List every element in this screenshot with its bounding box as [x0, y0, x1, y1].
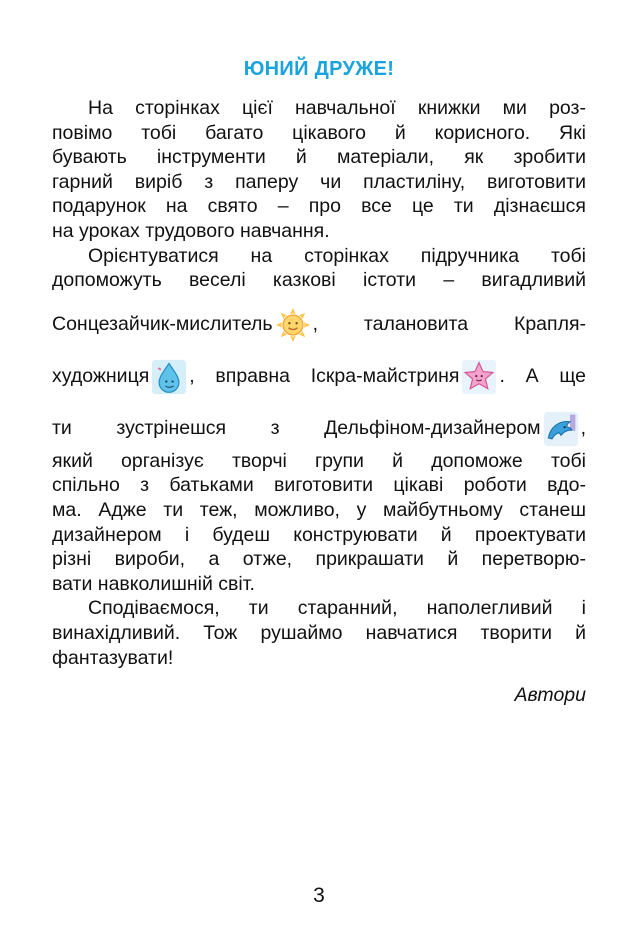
text-line-with-icon [52, 303, 586, 345]
dolphin-character-icon [543, 411, 579, 447]
text-fragment: , талановита Крапля- [312, 312, 586, 335]
text-line: Орієнтуватися на сторінках підручника тобі [88, 244, 586, 267]
text-line: бувають інструменти й матеріали, як зробити [52, 146, 586, 169]
text-line: винахідливий. Тож рушаймо навчатися творити й [52, 621, 586, 644]
text-line: повімо тобі багато цікавого й корисного. Які [52, 121, 586, 144]
water-drop-character-icon [151, 359, 187, 395]
text-line: фантазувати! [52, 646, 174, 669]
text-line: вати навколишній світ. [52, 572, 255, 595]
text-fragment: . А ще [499, 364, 586, 387]
text-line-with-icon [52, 407, 586, 449]
text-line: який організує творчі групи й допоможе тобі [52, 449, 586, 472]
text-line: різні вироби, а отже, прикрашати й перетворю- [52, 548, 586, 571]
text-line: на уроках трудового навчання. [52, 219, 330, 242]
text-line: подарунок на свято – про все це ти дізнаєшся [52, 195, 586, 218]
body-text [52, 96, 586, 670]
text-fragment: ти зустрінешся з Дельфіном-дизайнером [52, 416, 541, 439]
sun-character-icon [275, 307, 311, 343]
text-line: допоможуть веселі казкові істоти – вигадливий [52, 269, 586, 292]
page-title: ЮНИЙ ДРУЖЕ! [243, 58, 395, 80]
text-line: На сторінках цієї навчальної книжки ми роз- [88, 97, 586, 119]
text-line: гарний виріб з паперу чи пластиліну, виготовити [52, 170, 586, 193]
authors-signature: Автори [514, 684, 586, 706]
text-line: дизайнером і будеш конструювати й проектувати [52, 523, 586, 546]
text-line: ма. Адже ти теж, можливо, у майбутньому станеш [52, 498, 586, 521]
text-fragment: Сонцезайчик-мислитель [52, 312, 273, 335]
text-line: спільно з батьками виготовити цікаві роботи вдо- [52, 474, 586, 497]
text-line-with-icon [52, 355, 586, 397]
text-fragment: , [580, 416, 586, 439]
text-line: Сподіваємося, ти старанний, наполегливий і [88, 597, 586, 620]
star-spark-character-icon [461, 359, 497, 395]
page-number: 3 [313, 884, 325, 907]
text-fragment: художниця [52, 364, 150, 387]
text-fragment: , вправна Іскра-майстриня [189, 364, 460, 387]
